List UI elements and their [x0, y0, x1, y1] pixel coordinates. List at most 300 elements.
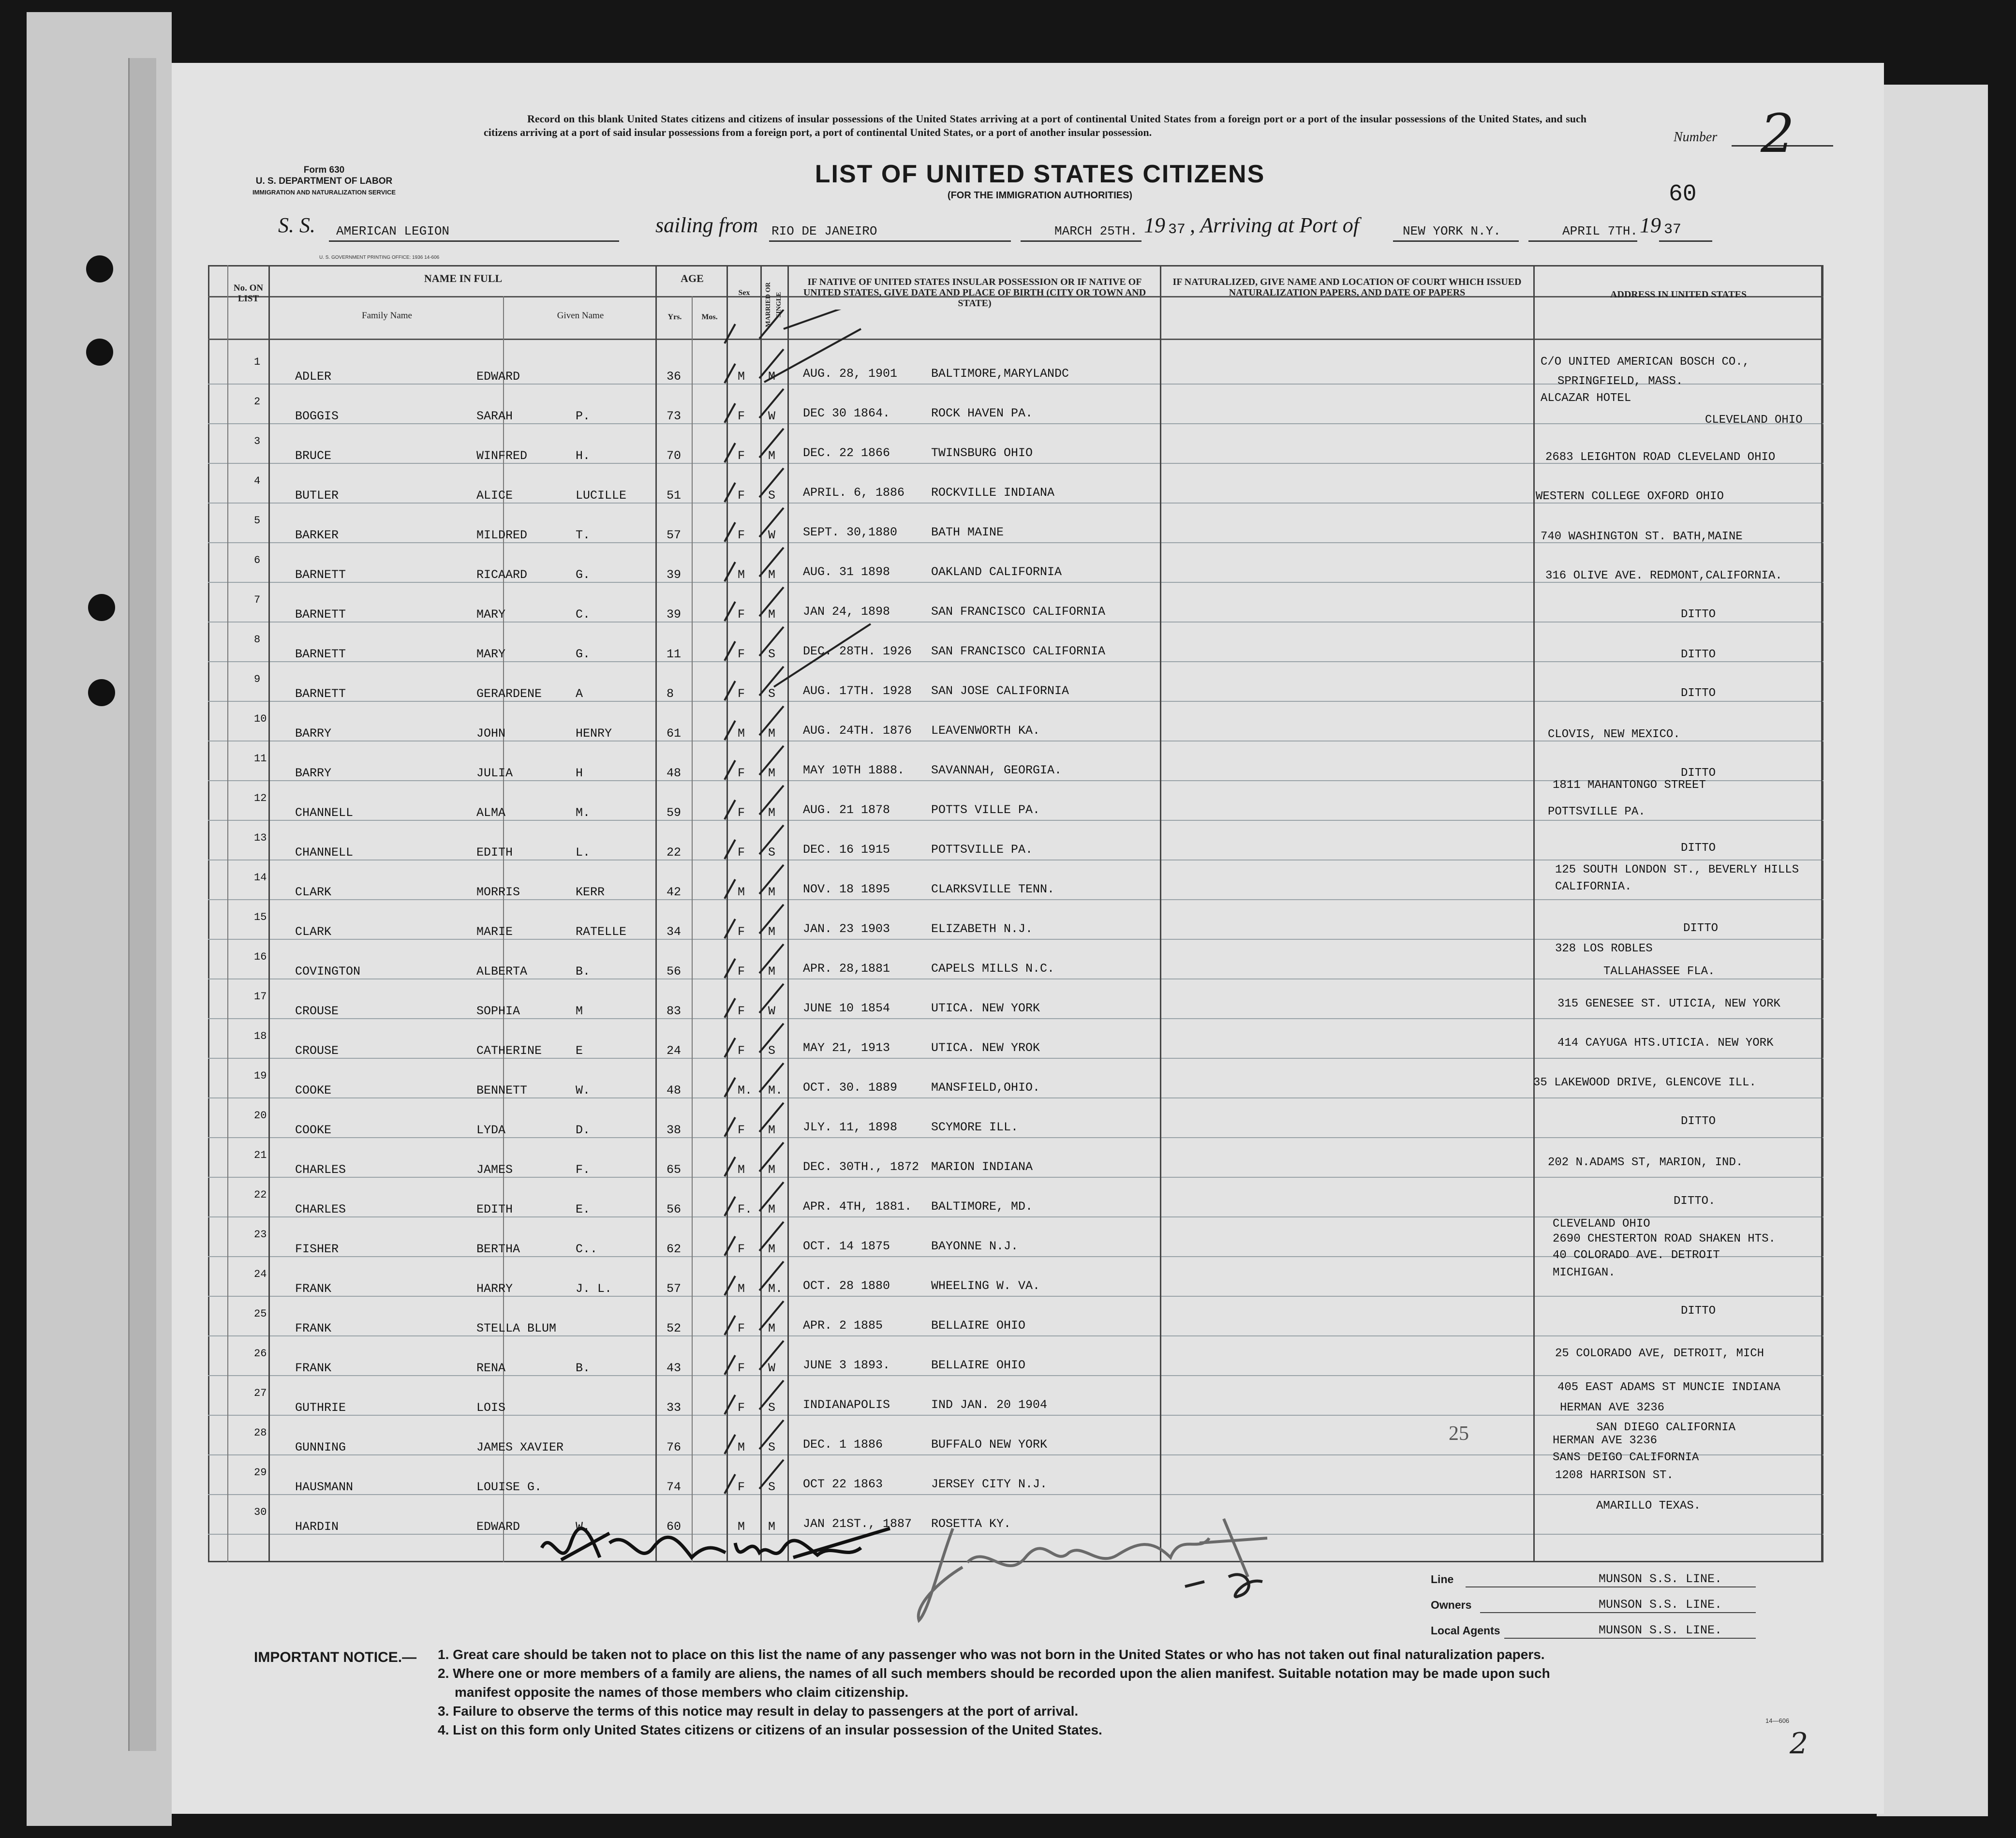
address-line: TALLAHASSEE FLA. [1603, 965, 1715, 978]
form-identifier [203, 164, 445, 198]
given-name: ALICE [476, 489, 513, 503]
marital-status: S [768, 845, 776, 860]
family-name: COOKE [295, 1083, 332, 1097]
family-name: BARKER [295, 528, 339, 542]
sex: M [738, 1440, 745, 1454]
birth-place: TWINSBURG OHIO [931, 446, 1033, 460]
birth-date: DEC. 28TH. 1926 [803, 644, 912, 658]
middle-name: HENRY [576, 726, 612, 741]
family-name: BARRY [295, 766, 332, 780]
column-rule [268, 265, 270, 1562]
sex: F [738, 766, 745, 780]
marital-status: M [768, 1321, 776, 1335]
owners-value: MUNSON S.S. LINE. [1599, 1598, 1722, 1612]
marital-status: M [768, 568, 776, 582]
family-name: BUTLER [295, 489, 339, 503]
intro-instructions: Record on this blank United States citizens and citizens of insular possessions of the United States arriving at a port of continental United States from a foreign port or a port of the insular possessions of the United States, and such citizens arriving at a port of said insular possessions from a foreign port, a port of continental United States, or a port of another insular possession. [484, 113, 1586, 138]
address-line: 2683 LEIGHTON ROAD CLEVELAND OHIO [1545, 451, 1776, 464]
row-number: 3 [254, 435, 261, 447]
inspector-number [1161, 1572, 1171, 1577]
sailing-from-label: sailing from [655, 213, 758, 237]
middle-name: M. [576, 806, 591, 820]
birth-date: OCT. 14 1875 [803, 1239, 890, 1253]
row-number: 5 [254, 515, 261, 527]
middle-name: H. [576, 449, 591, 463]
margin-count: 25 [1449, 1423, 1469, 1445]
col-naturalized-heading: IF NATURALIZED, GIVE NAME AND LOCATION OF COURT WHICH ISSUED NATURALIZATION PAPERS, AND DATE OF PAPERS [1172, 277, 1522, 298]
birth-place: IND JAN. 20 1904 [931, 1398, 1048, 1412]
family-name: CROUSE [295, 1044, 339, 1058]
birth-date: OCT. 28 1880 [803, 1279, 890, 1293]
birth-date: INDIANAPOLIS [803, 1398, 890, 1412]
birth-place: POTTSVILLE PA. [931, 843, 1033, 857]
purser-signature-text [624, 1538, 659, 1543]
underlying-page-edge [1877, 85, 1988, 1816]
column-rule [1160, 265, 1161, 1562]
middle-name: KERR [576, 885, 605, 899]
age-years: 74 [667, 1480, 682, 1494]
marital-status: W [768, 528, 776, 542]
row-rule [208, 1415, 1823, 1416]
row-rule [208, 423, 1823, 424]
sex: F [738, 608, 745, 622]
sex: F [738, 845, 745, 860]
sex: F [738, 1480, 745, 1494]
age-years: 61 [667, 726, 682, 741]
page-title: LIST OF UNITED STATES CITIZENS [815, 160, 1265, 188]
age-years: 33 [667, 1401, 682, 1415]
age-years: 8 [667, 687, 674, 701]
row-rule [208, 622, 1823, 623]
row-rule [208, 939, 1823, 940]
age-years: 57 [667, 1282, 682, 1296]
row-rule [208, 701, 1823, 702]
punch-hole [88, 594, 115, 621]
address-line: CLEVELAND OHIO [1553, 1217, 1650, 1230]
address-line: 40 COLORADO AVE. DETROIT [1553, 1249, 1720, 1262]
row-rule [208, 1375, 1823, 1376]
given-name: EDITH [476, 845, 513, 860]
marital-status: M. [768, 1282, 783, 1296]
address-line: 414 CAYUGA HTS.UTICIA. NEW YORK [1557, 1037, 1774, 1050]
marital-status: W [768, 409, 776, 423]
agents-value: MUNSON S.S. LINE. [1599, 1623, 1722, 1637]
given-name: MORRIS [476, 885, 520, 899]
age-years: 65 [667, 1163, 682, 1177]
address-line: DITTO [1681, 648, 1716, 661]
age-years: 60 [667, 1520, 682, 1534]
birth-place: SAVANNAH, GEORGIA. [931, 763, 1062, 777]
age-years: 11 [667, 647, 682, 661]
row-number: 22 [254, 1189, 267, 1201]
middle-name: G. [576, 568, 591, 582]
row-number: 30 [254, 1506, 267, 1518]
row-number: 12 [254, 792, 267, 804]
form-number: Form 630 [303, 165, 345, 175]
row-number: 19 [254, 1070, 267, 1082]
address-line: 25 COLORADO AVE, DETROIT, MICH [1555, 1347, 1764, 1360]
birth-place: CLARKSVILLE TENN. [931, 882, 1055, 896]
punch-hole [88, 679, 115, 706]
age-years: 38 [667, 1123, 682, 1137]
middle-name: L. [576, 845, 591, 860]
notice-heading: IMPORTANT NOTICE.— [254, 1649, 417, 1665]
birth-date: APR. 2 1885 [803, 1319, 883, 1333]
marital-status: S [768, 1401, 776, 1415]
row-number: 4 [254, 475, 261, 487]
sex: M [738, 370, 745, 384]
age-years: 36 [667, 370, 682, 384]
column-rule [1821, 265, 1823, 1562]
header-rule [208, 339, 1823, 340]
row-rule [208, 661, 1823, 662]
family-name: FISHER [295, 1242, 339, 1256]
birth-date: AUG. 28, 1901 [803, 367, 898, 381]
middle-name: D. [576, 1123, 591, 1137]
row-rule [208, 978, 1823, 979]
given-name: MARIE [476, 925, 513, 939]
birth-place: MARION INDIANA [931, 1160, 1033, 1174]
inspector-signature [909, 1509, 1287, 1635]
family-name: COOKE [295, 1123, 332, 1137]
given-name: RICAARD [476, 568, 528, 582]
address-line: DITTO [1681, 687, 1716, 700]
birth-date: DEC. 30TH., 1872 [803, 1160, 919, 1174]
row-number: 8 [254, 634, 261, 646]
family-name: CLARK [295, 885, 332, 899]
family-name: CHANNELL [295, 806, 354, 820]
sex: F [738, 1242, 745, 1256]
row-number: 14 [254, 872, 267, 884]
col-age-heading: AGE [681, 272, 704, 284]
family-name: BARNETT [295, 568, 346, 582]
address-line: C/O UNITED AMERICAN BOSCH CO., [1541, 356, 1750, 369]
row-number: 28 [254, 1427, 267, 1439]
birth-place: CAPELS MILLS N.C. [931, 962, 1055, 976]
age-years: 83 [667, 1004, 682, 1018]
middle-name: H [576, 766, 583, 780]
given-name: BENNETT [476, 1083, 528, 1097]
row-rule [208, 1097, 1823, 1098]
year-underline [1659, 240, 1712, 242]
sex: F. [738, 1202, 753, 1216]
age-years: 56 [667, 1202, 682, 1216]
marital-status: M [768, 1123, 776, 1137]
birth-place: SAN JOSE CALIFORNIA [931, 684, 1069, 698]
col-no-heading: No. ON LIST [233, 283, 264, 304]
sex: F [738, 409, 745, 423]
row-rule [208, 1177, 1823, 1178]
sex: F [738, 1123, 745, 1137]
line-label: Line [1431, 1573, 1454, 1586]
arrival-year: 37 [1664, 222, 1682, 238]
family-name: BOGGIS [295, 409, 339, 423]
page-number: 60 [1669, 181, 1697, 208]
address-line: CLEVELAND OHIO [1705, 414, 1803, 427]
arrival-year-prefix: 19 [1640, 213, 1661, 237]
middle-name: G. [576, 647, 591, 661]
given-name: MILDRED [476, 528, 528, 542]
col-yrs-heading: Yrs. [667, 313, 682, 321]
given-name: MARY [476, 608, 506, 622]
row-rule [208, 899, 1823, 900]
row-number: 9 [254, 673, 261, 685]
middle-name: J. L. [576, 1282, 612, 1296]
row-rule [208, 1018, 1823, 1019]
birth-date: AUG. 17TH. 1928 [803, 684, 912, 698]
birth-date: OCT 22 1863 [803, 1477, 883, 1491]
given-name: LYDA [476, 1123, 506, 1137]
age-years: 39 [667, 568, 682, 582]
col-family-heading: Family Name [362, 311, 412, 321]
address-line: HERMAN AVE 3236 [1553, 1434, 1658, 1447]
given-name: EDWARD [476, 1520, 520, 1534]
age-years: 62 [667, 1242, 682, 1256]
arrival-port: NEW YORK N.Y. [1403, 224, 1501, 238]
address-line: SANS DEIGO CALIFORNIA [1553, 1451, 1699, 1464]
sex: M [738, 1163, 745, 1177]
marital-status: M [768, 449, 776, 463]
family-name: FRANK [295, 1321, 332, 1335]
row-rule [208, 1335, 1823, 1336]
address-line: 125 SOUTH LONDON ST., BEVERLY HILLS [1555, 863, 1799, 876]
sex: M. [738, 1083, 753, 1097]
sex: F [738, 806, 745, 820]
family-name: FRANK [295, 1282, 332, 1296]
middle-name: E. [576, 1202, 591, 1216]
printer-mark: U. S. GOVERNMENT PRINTING OFFICE: 1936 14-606 [319, 255, 440, 260]
age-years: 51 [667, 489, 682, 503]
sex: F [738, 687, 745, 701]
address-line: DITTO. [1674, 1195, 1716, 1208]
address-line: CLOVIS, NEW MEXICO. [1548, 728, 1680, 741]
year-prefix: 19 [1144, 213, 1165, 237]
birth-date: JUNE 3 1893. [803, 1358, 890, 1372]
address-line: 740 WASHINGTON ST. BATH,MAINE [1541, 530, 1743, 543]
family-name: FRANK [295, 1361, 332, 1375]
birth-date: APR. 4TH, 1881. [803, 1200, 912, 1214]
purser-signature [532, 1514, 909, 1586]
marital-status: S [768, 687, 776, 701]
marital-status: S [768, 1044, 776, 1058]
address-line: DITTO [1681, 842, 1716, 855]
port-underline [769, 240, 1011, 242]
middle-name: F. [576, 1163, 591, 1177]
page-subtitle: (FOR THE IMMIGRATION AUTHORITIES) [947, 190, 1133, 201]
birth-date: AUG. 31 1898 [803, 565, 890, 579]
address-line: SPRINGFIELD, MASS. [1557, 375, 1683, 388]
row-number: 21 [254, 1149, 267, 1161]
marital-status: M [768, 1520, 776, 1534]
birth-date: SEPT. 30,1880 [803, 525, 898, 539]
birth-place: OAKLAND CALIFORNIA [931, 565, 1062, 579]
marital-status: M [768, 726, 776, 741]
column-rule [655, 265, 657, 1562]
row-number: 11 [254, 753, 267, 765]
age-years: 57 [667, 528, 682, 542]
arrival-date: APRIL 7TH. [1562, 224, 1638, 238]
row-number: 2 [254, 396, 261, 408]
address-line: DITTO [1683, 922, 1719, 935]
given-name: JOHN [476, 726, 506, 741]
sex: F [738, 1361, 745, 1375]
sex: F [738, 1044, 745, 1058]
birth-date: JLY. 11, 1898 [803, 1120, 898, 1134]
birth-place: UTICA. NEW YROK [931, 1041, 1040, 1055]
departure-port: RIO DE JANEIRO [771, 224, 877, 238]
row-number: 27 [254, 1387, 267, 1399]
marital-status: M [768, 608, 776, 622]
row-number: 24 [254, 1268, 267, 1280]
ss-label: S. S. [278, 213, 315, 237]
address-line: 328 LOS ROBLES [1555, 942, 1653, 955]
col-sex-heading: Sex [738, 289, 750, 297]
arriving-label: , Arriving at Port of [1190, 213, 1359, 237]
row-number: 29 [254, 1467, 267, 1479]
birth-date: DEC. 1 1886 [803, 1438, 883, 1452]
checkmark-ticks [716, 310, 875, 1557]
row-number: 26 [254, 1348, 267, 1360]
marital-status: M. [768, 1083, 783, 1097]
list-number: 2 [1761, 103, 1794, 164]
middle-name: C. [576, 608, 591, 622]
age-years: 56 [667, 964, 682, 978]
birth-date: APR. 28,1881 [803, 962, 890, 976]
marital-status: S [768, 1480, 776, 1494]
family-name: ADLER [295, 370, 332, 384]
given-name: LOUISE G. [476, 1480, 542, 1494]
marital-status: S [768, 489, 776, 503]
given-name: EDWARD [476, 370, 520, 384]
marital-status: M [768, 964, 776, 978]
line-underline [1466, 1586, 1756, 1587]
sex: M [738, 1282, 745, 1296]
given-name: HARRY [476, 1282, 513, 1296]
address-line: DITTO [1681, 1304, 1716, 1318]
birth-place: ROCKVILLE INDIANA [931, 486, 1055, 500]
owners-underline [1480, 1612, 1756, 1613]
marital-status: M [768, 806, 776, 820]
family-name: GUTHRIE [295, 1401, 346, 1415]
row-number: 16 [254, 951, 267, 963]
family-name: GUNNING [295, 1440, 346, 1454]
sex: F [738, 528, 745, 542]
sex: F [738, 449, 745, 463]
middle-name: LUCILLE [576, 489, 627, 503]
birth-place: BAYONNE N.J. [931, 1239, 1019, 1253]
row-number: 1 [254, 356, 261, 368]
col-married-heading: MARRIED OR SINGLE [765, 282, 783, 327]
corner-mark: 2 [1790, 1727, 1808, 1761]
binder-edge [128, 58, 156, 1751]
given-name: JAMES XAVIER [476, 1440, 564, 1454]
family-name: BARNETT [295, 608, 346, 622]
marital-status: M [768, 925, 776, 939]
age-years: 59 [667, 806, 682, 820]
address-line: 1811 MAHANTONGO STREET [1553, 779, 1706, 792]
column-rule [692, 296, 693, 1562]
column-rule [1533, 265, 1535, 1562]
middle-name: W. [576, 1083, 591, 1097]
birth-date: AUG. 24TH. 1876 [803, 724, 912, 738]
family-name: BARNETT [295, 647, 346, 661]
birth-place: ELIZABETH N.J. [931, 922, 1033, 936]
col-mos-heading: Mos. [701, 313, 718, 321]
row-number: 17 [254, 991, 267, 1003]
arrival-port-underline [1393, 240, 1519, 242]
column-rule [227, 265, 228, 1562]
age-years: 70 [667, 449, 682, 463]
sex: M [738, 1520, 745, 1534]
agents-label: Local Agents [1431, 1624, 1500, 1637]
row-number: 10 [254, 713, 267, 725]
birth-date: APRIL. 6, 1886 [803, 486, 905, 500]
address-line: SAN DIEGO CALIFORNIA [1596, 1421, 1736, 1434]
birth-place: MANSFIELD,OHIO. [931, 1081, 1040, 1095]
row-rule [208, 820, 1823, 821]
age-years: 48 [667, 1083, 682, 1097]
address-line: WESTERN COLLEGE OXFORD OHIO [1536, 490, 1724, 503]
birth-place: BALTIMORE, MD. [931, 1200, 1033, 1214]
given-name: SOPHIA [476, 1004, 520, 1018]
number-label: Number [1674, 130, 1718, 145]
family-name: HARDIN [295, 1520, 339, 1534]
age-years: 22 [667, 845, 682, 860]
marital-status: W [768, 1361, 776, 1375]
given-name: GERARDENE [476, 687, 542, 701]
birth-date: JAN 24, 1898 [803, 605, 890, 619]
service-name: IMMIGRATION AND NATURALIZATION SERVICE [252, 189, 396, 196]
age-years: 73 [667, 409, 682, 423]
address-line: HERMAN AVE 3236 [1560, 1401, 1665, 1414]
marital-status: M [768, 1242, 776, 1256]
sex: M [738, 568, 745, 582]
birth-place: POTTS VILLE PA. [931, 803, 1040, 817]
given-name: WINFRED [476, 449, 528, 463]
address-line: POTTSVILLE PA. [1548, 805, 1645, 818]
marital-status: W [768, 1004, 776, 1018]
notice-item: 3. Failure to observe the terms of this notice may result in delay to passengers at the port of arrival. [438, 1704, 1079, 1719]
address-line: ALCAZAR HOTEL [1541, 392, 1631, 405]
sex: F [738, 1401, 745, 1415]
age-years: 39 [667, 608, 682, 622]
address-line: 315 GENESEE ST. UTICIA, NEW YORK [1557, 997, 1780, 1010]
date-underline [1021, 240, 1141, 242]
punch-hole [86, 255, 113, 282]
address-line: 405 EAST ADAMS ST MUNCIE INDIANA [1557, 1381, 1780, 1394]
birth-place: LEAVENWORTH KA. [931, 724, 1040, 738]
row-number: 7 [254, 594, 261, 606]
middle-name: M [576, 1004, 583, 1018]
sex: M [738, 885, 745, 899]
given-name: STELLA BLUM [476, 1321, 557, 1335]
row-number: 18 [254, 1030, 267, 1042]
middle-name: E [576, 1044, 583, 1058]
sex: M [738, 726, 745, 741]
notice-item: 4. List on this form only United States citizens or citizens of an insular possession of the United States. [438, 1722, 1102, 1737]
arrival-date-underline [1528, 240, 1637, 242]
birth-date: DEC. 22 1866 [803, 446, 890, 460]
marital-status: S [768, 1440, 776, 1454]
birth-place: UTICA. NEW YORK [931, 1001, 1040, 1015]
family-name: BARNETT [295, 687, 346, 701]
given-name: JAMES [476, 1163, 513, 1177]
middle-name: A [576, 687, 583, 701]
given-name: EDITH [476, 1202, 513, 1216]
middle-name: W. [576, 1520, 591, 1534]
row-rule [208, 1058, 1823, 1059]
given-name: ALBERTA [476, 964, 528, 978]
